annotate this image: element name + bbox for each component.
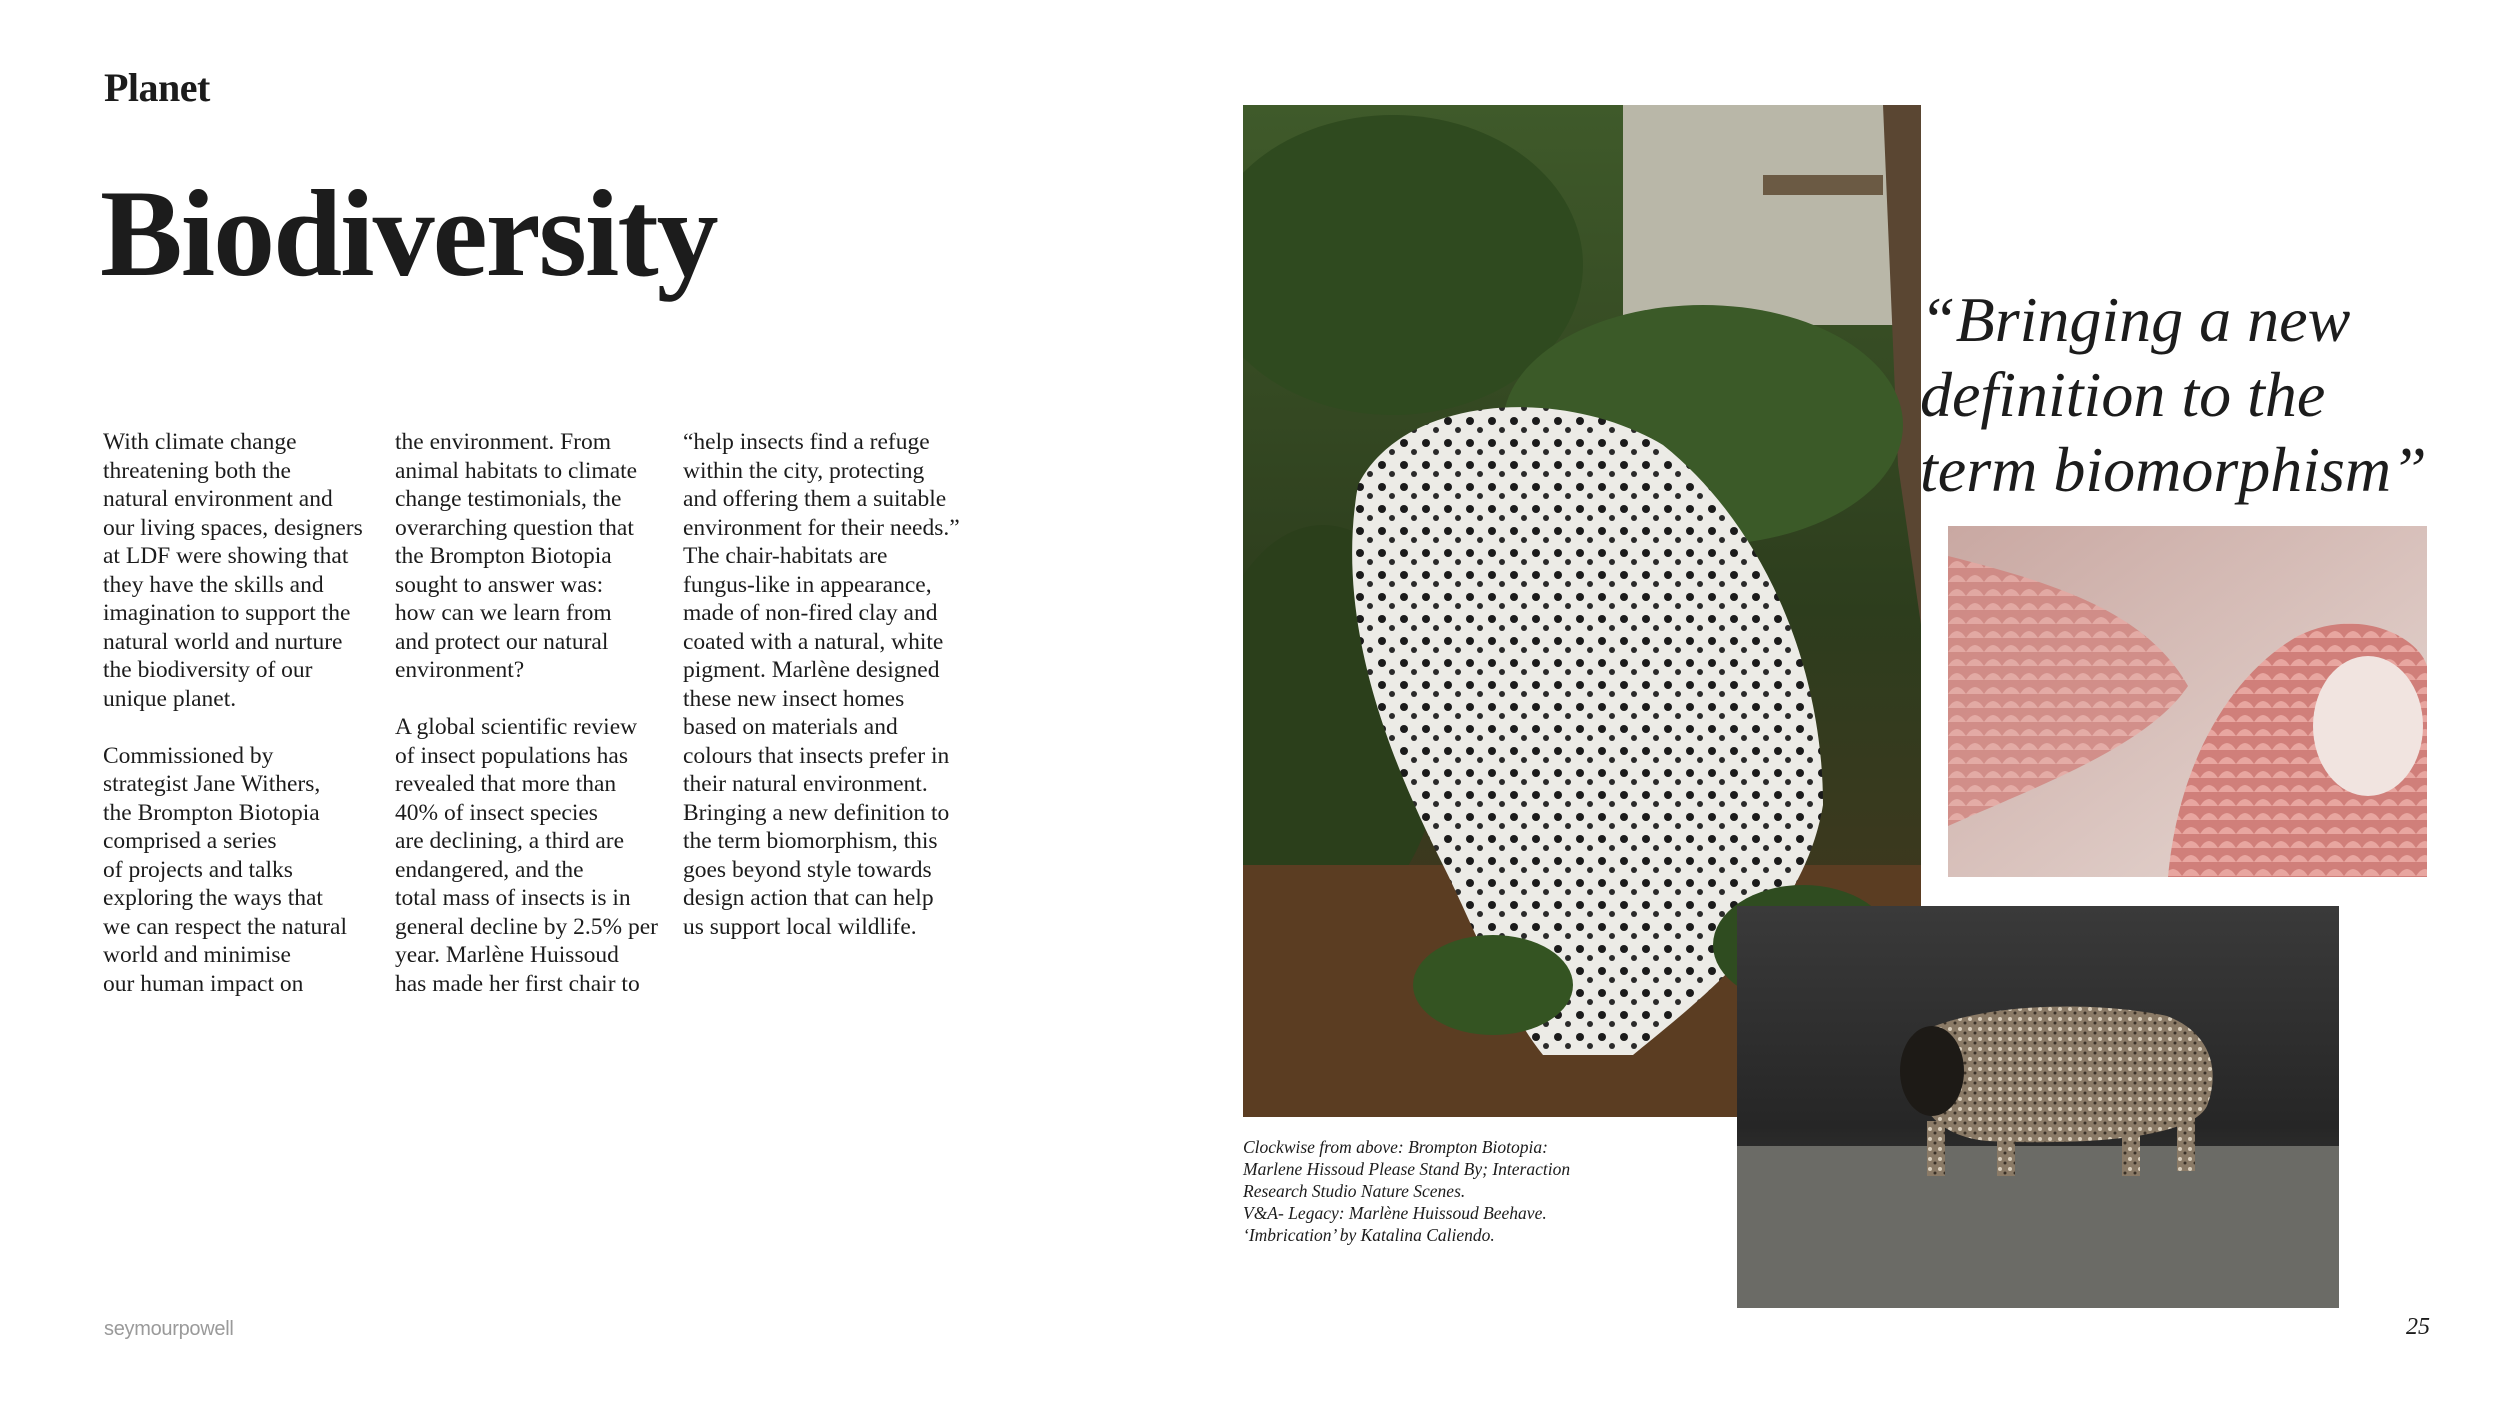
body-column-3: “help insects find a refuge within the city, protecting and offering them a suitable environment for their needs.” The chair-habitats are fungus-like in appearance, made of non-fired clay and coated with a natural, white pigment. Marlène designed these new insect homes based on materials and colours that insects prefer in their natural environment. Bringing a new definition to the term biomorphism, this goes beyond style towards design action that can help us support local wildlife. — [683, 429, 960, 940]
footer-brand: seymourpowell — [104, 1318, 234, 1340]
photo-caption: Clockwise from above: Brompton Biotopia: Marlene Hissoud Please Stand By; Interaction Research Studio Nature Scenes. V&A- Legacy: Marlène Huissoud Beehave. ‘Imbrication’ by Katalina Caliendo. — [1243, 1137, 1571, 1245]
page-title: Biodiversity — [100, 165, 717, 302]
pink-imbrication-photo — [1948, 526, 2427, 877]
section-label: Planet — [104, 65, 210, 110]
pull-quote: “Bringing a new definition to the term biomorphism” — [1920, 284, 2427, 505]
beehave-log-photo — [1737, 906, 2339, 1308]
body-column-1: With climate change threatening both the natural environment and our living spaces, designers at LDF were showing that they have the skills and imagination to support the natural world and nurture the biodiversity of our unique planet. Commissioned by strategist Jane Withers, the Brompton Biotopia comprised a series of projects and talks exploring the ways that we can respect the natural world and minimise our human impact on — [103, 429, 363, 997]
page-number: 25 — [2406, 1314, 2430, 1340]
body-column-2: the environment. From animal habitats to climate change testimonials, the overarching question that the Brompton Biotopia sought to answer was: how can we learn from and protect our natural environment? A global scientific review of insect populations has revealed that more than 40% of insect species are declining, a third are endangered, and the total mass of insects is in general decline by 2.5% per year. Marlène Huissoud has made her first chair to — [395, 429, 658, 997]
